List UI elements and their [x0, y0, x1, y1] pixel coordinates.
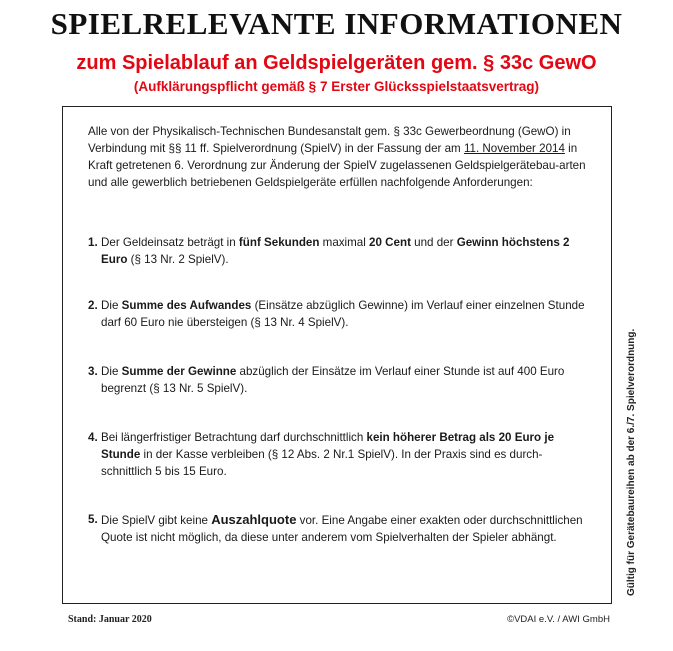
content-area [88, 123, 588, 544]
rule-text: Die SpielV gibt keine Auszahlquote vor. Eine Angabe einer exakten oder durchschnittlichen Quote ist nicht möglich, da diese unter anderem vom Spielverhalten der Spieler abhängt. [101, 512, 583, 544]
rule-text: Die Summe des Aufwandes (Einsätze abzüglich Gewinne) im Verlauf einer einzelnen Stunde darf 60 Euro nie übersteigen (§ 13 Nr. 4 SpielV). [101, 299, 585, 329]
rule-text: Bei längerfristiger Betrachtung darf durchschnittlich kein höherer Betrag als 20 Euro je Stunde in der Kasse verbleiben (§ 12 Abs. 2 Nr.1 SpielV). In der Praxis sind es durch-schnittlich 5 bis 15 Euro. [101, 431, 555, 478]
side-validity-note: Gültig für Gerätebaureihen ab der 6./7. Spielverordnung. [626, 328, 637, 596]
page-subtitle-legal: (Aufklärungspflicht gemäß § 7 Erster Glücksspielstaatsvertrag) [133, 79, 540, 94]
rule-text: Die Summe der Gewinne abzüglich der Einsätze im Verlauf einer Stunde ist auf 400 Euro begrenzt (§ 13 Nr. 5 SpielV). [101, 365, 565, 395]
page-title: SPIELRELEVANTE INFORMATIONEN [50, 6, 623, 41]
rule-item-2 [88, 297, 588, 331]
footer-copyright: ©VDAI e.V. / AWI GmbH [507, 614, 610, 625]
rule-number: 2. [88, 299, 98, 312]
footer-date: Stand: Januar 2020 [68, 614, 152, 625]
intro-date: 11. November 2014 [463, 142, 565, 155]
rule-number: 5. [88, 513, 98, 526]
rule-item-3 [88, 363, 588, 397]
page-subtitle: zum Spielablauf an Geldspielgeräten gem. § 33c GewO [76, 52, 597, 74]
rule-item-5 [88, 511, 588, 546]
rule-item-1 [88, 234, 588, 268]
rule-number: 4. [88, 431, 98, 444]
rule-text: Der Geldeinsatz beträgt in fünf Sekunden maximal 20 Cent und der Gewinn höchstens 2 Euro (§ 13 Nr. 2 SpielV). [101, 236, 570, 266]
intro-text-2: in Kraft getretenen 6. Verordnung zur Änderung der SpielV zugelassenen Geldspielgerätebau-arten und alle gewerblich betriebenen Geldspielgeräte erfüllen nachfolgende Anforderungen: [88, 142, 586, 189]
rule-number: 3. [88, 365, 98, 378]
rule-number: 1. [88, 236, 98, 249]
rule-item-4 [88, 429, 588, 480]
intro-text-1: Alle von der Physikalisch-Technischen Bundesanstalt gem. § 33c Gewerbeordnung (GewO) in Verbindung mit §§ 11 ff. Spielverordnung (SpielV) in der Fassung der am [88, 125, 571, 155]
intro-paragraph [88, 123, 588, 191]
